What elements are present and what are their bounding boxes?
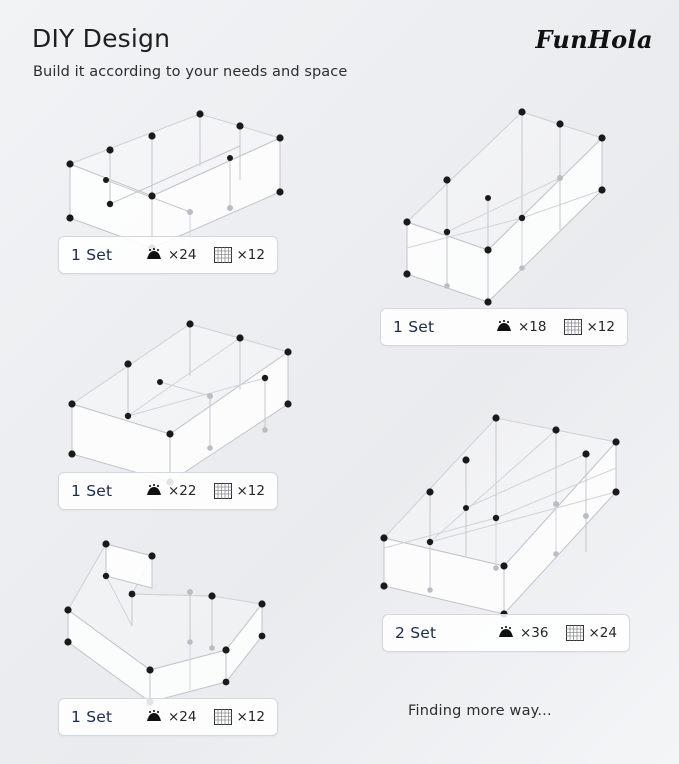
page-header: [0, 0, 679, 92]
page-title: DIY Design: [32, 24, 171, 53]
connector-icon: [494, 319, 514, 335]
design-card-4: [370, 396, 665, 661]
panel-count-1: ×12: [236, 247, 265, 263]
panel-pair-5: [213, 708, 266, 726]
connector-pair-1: [144, 247, 197, 263]
connector-count-4: ×36: [520, 625, 549, 641]
set-label-3: 1 Set: [71, 482, 113, 500]
panel-icon: [213, 708, 233, 726]
connector-pair-5: [144, 709, 197, 725]
legend-3: [58, 472, 278, 510]
connector-icon: [496, 625, 516, 641]
legend-2: [380, 308, 628, 346]
legend-5: [58, 698, 278, 736]
connector-icon: [144, 247, 164, 263]
connector-pair-4: [496, 625, 549, 641]
legend-1: [58, 236, 278, 274]
panel-count-2: ×12: [586, 319, 615, 335]
connector-icon: [144, 483, 164, 499]
panel-pair-1: [213, 246, 266, 264]
connector-pair-2: [494, 319, 547, 335]
set-label-1: 1 Set: [71, 246, 113, 264]
connector-count-1: ×24: [168, 247, 197, 263]
connector-pair-3: [144, 483, 197, 499]
legend-4: [382, 614, 630, 652]
set-label-4: 2 Set: [395, 624, 437, 642]
panel-pair-3: [213, 482, 266, 500]
panel-count-5: ×12: [236, 709, 265, 725]
set-label-2: 1 Set: [393, 318, 435, 336]
design-card-5: [40, 530, 340, 740]
connector-icon: [144, 709, 164, 725]
connector-count-3: ×22: [168, 483, 197, 499]
design-card-3: [40, 312, 340, 512]
design-card-1: [40, 96, 340, 276]
panel-icon: [213, 246, 233, 264]
footer-note: Finding more way...: [408, 703, 552, 719]
panel-pair-2: [563, 318, 616, 336]
panel-pair-4: [565, 624, 618, 642]
panel-icon: [563, 318, 583, 336]
brand-logo: FunHola: [535, 25, 653, 54]
panel-icon: [213, 482, 233, 500]
connector-count-2: ×18: [518, 319, 547, 335]
design-card-2: [372, 90, 662, 350]
panel-count-4: ×24: [588, 625, 617, 641]
set-label-5: 1 Set: [71, 708, 113, 726]
connector-count-5: ×24: [168, 709, 197, 725]
panel-count-3: ×12: [236, 483, 265, 499]
page-subtitle: Build it according to your needs and space: [33, 64, 348, 80]
panel-icon: [565, 624, 585, 642]
